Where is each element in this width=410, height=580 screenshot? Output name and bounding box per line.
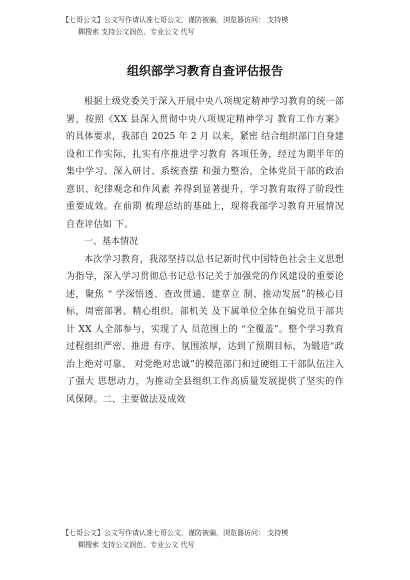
footer-note-line-1: 【七哥公文】公文写作请认准七哥公文，谨防被骗，浏览器访问： 支持模 [62,529,289,537]
document-body [66,94,344,409]
footer-note-line-2: 糊搜索 支持公文润色、专业公文 代写 [78,541,195,549]
section-basic-paragraph: 本次学习教育，我部坚持以总书记新时代中国特色社会主义思想为指导，深入学习贯彻总书记总书记关于加强党的作风建设的重要论述，聚焦 “ 学深悟透、查改贯通、建章立 制、推动发展”的核心目标，周密部署、精心组织。部机关 及下属单位全体在编党员干部共计 XX 人全部参与，实现了人 员范围上的 “全覆盖”。整个学习教育过程组织严密、推进 有序、氛围浓厚，达到了预期目标，为锻造“政治上绝对可靠、 对党绝对忠诚”的模范部门和过硬组工干部队伍注入了强大 思想动力，为推动全县组织工作高质量发展提供了坚实的作 风保障。二、主要做法及成效 [66,254,344,405]
header-note-line-1: 【七哥公文】公文写作请认准七哥公文，谨防被骗，浏览器访问： 支持模 [62,16,289,24]
document-title: 组织部学习教育自查评估报告 [126,64,283,78]
footer-watermark-note [62,527,362,551]
header-note-line-2: 糊搜索 支持公文润色、专业公文 代写 [78,28,195,36]
header-watermark-note [62,14,362,38]
section-heading-basic: 一、基本情况 [84,237,139,247]
intro-paragraph: 根据上级党委关于深入开展中央八项规定精神学习教育的统一部署，按照《XX 县深入贯彻中央八项规定精神学习 教育工作方案》 的具体要求，我部自 2025 年 2 月 以来，紧密 结合组织部门自身建设和工作实际，扎实有序推进学习教育 各项任务，经过为期半年的集中学习、深入研讨、系统查摆 和强力整治，全体党员干部的政治意识、纪律观念和作风素 养得到显著提升，学习教育取得了阶段性重要成效。在前期 梳理总结的基础上，现将我部学习教育开展情况自查评估如 下。 [66,97,344,230]
